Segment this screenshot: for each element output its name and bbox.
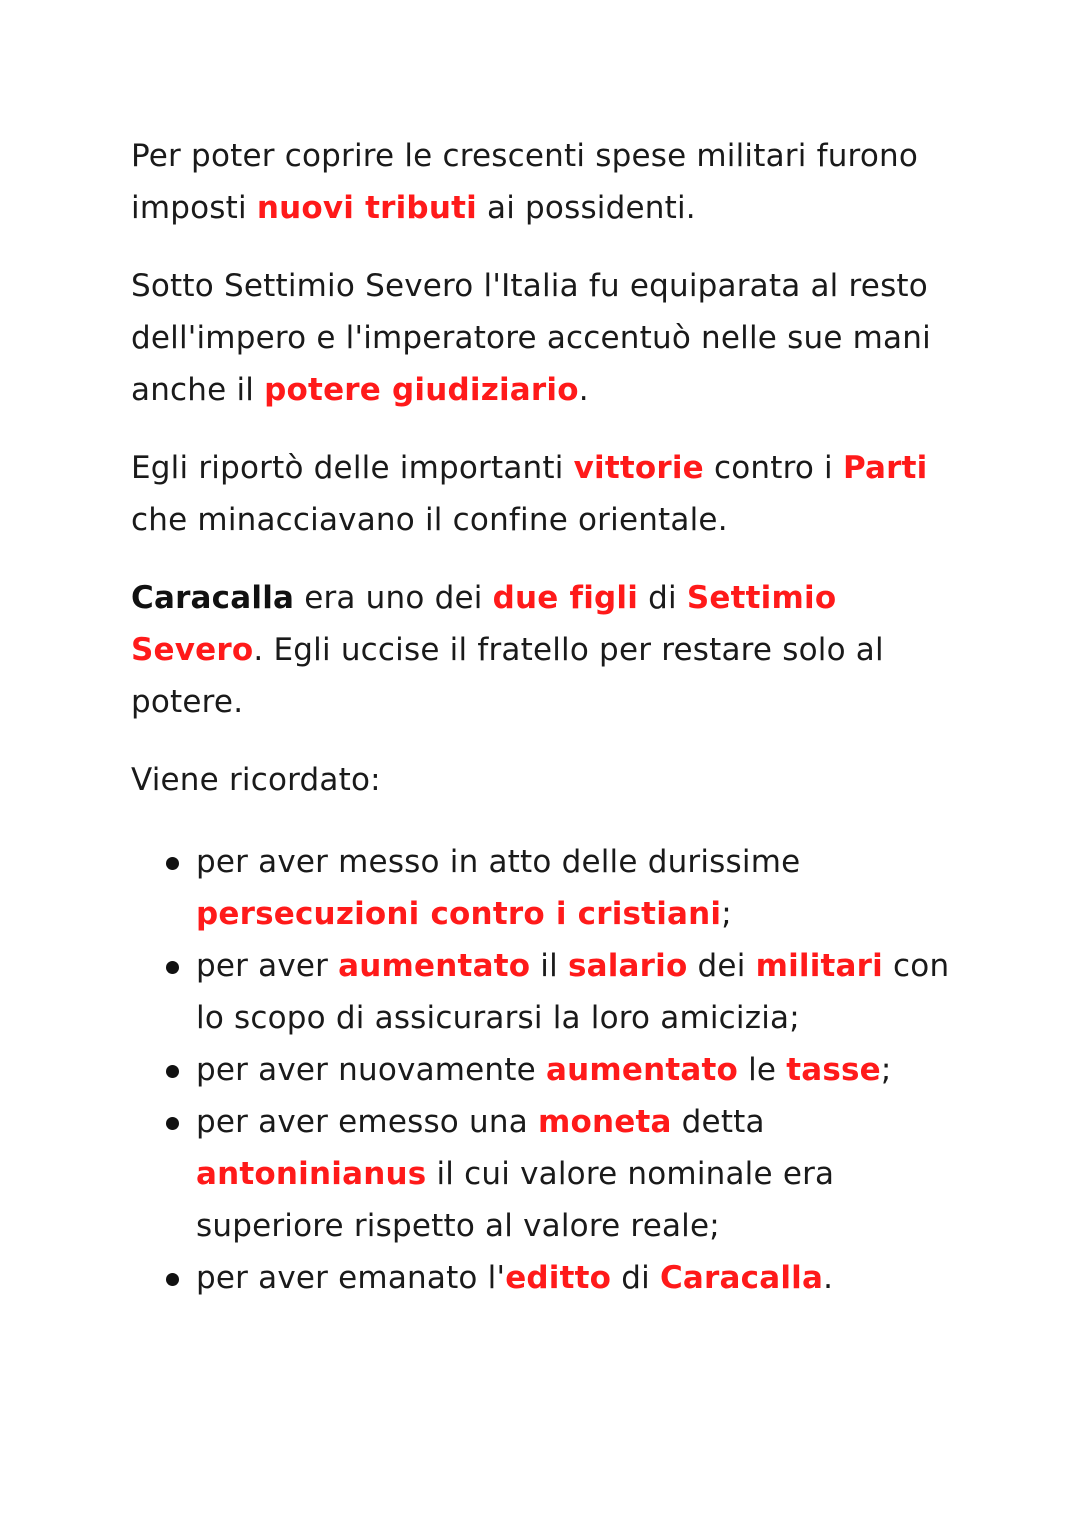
bullet-dot-icon (166, 1065, 179, 1078)
bullet-item (196, 1096, 971, 1252)
highlighted-term: aumentato (338, 948, 531, 984)
text-run: ; (880, 1052, 892, 1088)
text-run: ; (721, 896, 732, 932)
bullet-item (196, 940, 971, 1044)
text-run: contro i (703, 450, 843, 486)
bullet-dot-icon (166, 1117, 179, 1130)
text-run: era uno dei (294, 580, 493, 616)
highlighted-term: tasse (786, 1052, 881, 1088)
paragraph (131, 260, 971, 416)
paragraph (131, 572, 971, 728)
text-run: Per poter coprire le crescenti spese militari furono imposti (131, 138, 919, 226)
paragraph (131, 130, 971, 234)
highlighted-term: antoninianus (196, 1156, 427, 1192)
text-run: Viene ricordato: (131, 762, 381, 798)
text-run: le (738, 1052, 787, 1088)
paragraphs (131, 130, 971, 806)
highlighted-term: aumentato (545, 1052, 739, 1088)
highlighted-term: nuovi tributi (256, 190, 477, 226)
highlighted-term: vittorie (573, 450, 704, 486)
highlighted-term: salario (567, 948, 688, 984)
highlighted-term: moneta (537, 1104, 672, 1140)
text-run: . (578, 372, 589, 408)
bullet-dot-icon (166, 961, 179, 974)
highlighted-term: militari (755, 948, 883, 984)
text-run: dei (687, 948, 756, 984)
text-run: per aver (196, 948, 339, 984)
highlighted-term: potere giudiziario (264, 372, 579, 408)
paragraph (131, 442, 971, 546)
text-run: detta (671, 1104, 765, 1140)
bullet-item (196, 1044, 971, 1096)
highlighted-term: due figli (492, 580, 639, 616)
highlighted-term: Settimio Severo (131, 580, 837, 668)
text-run: di (611, 1260, 660, 1296)
text-run: Egli riportò delle importanti (131, 450, 574, 486)
text-run: . Egli uccise il fratello per restare solo al potere. (131, 632, 884, 720)
text-run: che minacciavano il confine orientale. (131, 502, 728, 538)
text-run: con lo scopo di assicurarsi la loro amicizia; (196, 948, 950, 1036)
text-run: il (530, 948, 568, 984)
document-page (131, 130, 971, 1300)
text-run: per aver nuovamente (196, 1052, 546, 1088)
text-run: Sotto Settimio Severo l'Italia fu equiparata al resto dell'impero e l'imperatore accentuò nelle sue mani anche il (131, 268, 931, 408)
bullet-item (196, 1252, 971, 1304)
bold-term: Caracalla (131, 580, 295, 616)
text-run: di (638, 580, 687, 616)
highlighted-term: editto (505, 1260, 612, 1296)
text-run: ai possidenti. (476, 190, 696, 226)
bullet-dot-icon (166, 1273, 179, 1286)
highlighted-term: Parti (842, 450, 928, 486)
bullet-dot-icon (166, 857, 179, 870)
text-run: . (823, 1260, 834, 1296)
bullet-list (131, 836, 971, 1304)
text-run: per aver messo in atto delle durissime (196, 844, 801, 880)
text-run: il cui valore nominale era superiore rispetto al valore reale; (196, 1156, 835, 1244)
text-run: per aver emanato l' (196, 1260, 506, 1296)
bullet-item (196, 836, 971, 940)
highlighted-term: persecuzioni contro i cristiani (196, 896, 722, 932)
text-run: per aver emesso una (196, 1104, 538, 1140)
paragraph (131, 754, 971, 806)
highlighted-term: Caracalla (659, 1260, 824, 1296)
